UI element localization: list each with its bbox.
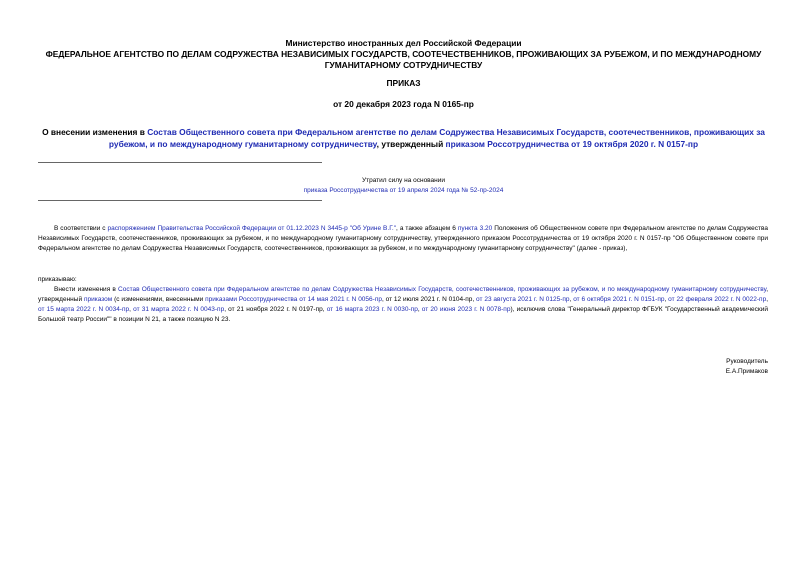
title-middle: , утвержденный [376,139,446,149]
op-text-4: , от 12 июля 2021 г. N 0104-пр, [381,296,477,304]
op-text-7: , [766,296,768,304]
link-order-0056[interactable]: приказами Россотрудничества от 14 мая 2021 г. N 0056-пр [205,296,382,304]
preamble-text-2: , а также абзацем 6 [396,225,458,232]
document-date-number: от 20 декабря 2023 года N 0165-пр [333,99,474,109]
ministry-name: Министерство иностранных дел Российской Федерации [285,38,522,48]
title-prefix: О внесении изменения в [42,127,148,137]
preamble-text-1: В соответствии с [54,225,108,232]
link-order-0030[interactable]: от 16 марта 2023 г. N 0030-пр [326,306,418,314]
link-clause-3-20[interactable]: пункта 3.20 [457,225,493,232]
link-order[interactable]: приказом [83,296,113,304]
link-government-order-3445[interactable]: распоряжением Правительства Российской Федерации от 01.12.2023 N 3445-р "Об Урине В.Г." [107,225,397,232]
op-text-6: , [664,296,669,304]
link-order-0078[interactable]: от 20 июня 2023 г. N 0078-пр [421,306,511,314]
link-order-0034[interactable]: от 15 марта 2022 г. N 0034-пр [38,306,130,314]
preamble-paragraph [38,224,768,254]
lost-force-note: Утратил силу на основании [361,177,446,184]
divider-top [38,162,322,163]
link-order-0022[interactable]: от 22 февраля 2022 г. N 0022-пр [668,296,767,304]
document-type: ПРИКАЗ [386,78,421,88]
op-text-3: (с изменениями, внесенными [112,296,206,304]
link-council-composition[interactable]: Состав Общественного совета при Федеральном агентстве по делам Содружества Независимых Государств, соотечественников, проживающих за рубежом, и по международному гуманитарному сотрудничеству [118,286,767,293]
title-link-order-0157[interactable]: приказом Россотрудничества от 19 октября 2020 г. N 0157-пр [445,139,699,149]
op-text-9: , от 21 ноября 2022 г. N 0197-пр, [224,306,327,314]
op-text-1: Внести изменения в [54,286,119,293]
document-title [40,126,767,150]
signature-name: Е.А.Примаков [725,368,768,375]
title-link-council-composition[interactable]: Состав Общественного совета при Федеральном агентстве по делам Содружества Независимых Государств, соотечественников, проживающих за рубежом, и по международному гуманитарному сотрудничеству [108,127,765,149]
link-order-0043[interactable]: от 31 марта 2022 г. N 0043-пр [133,306,225,314]
operative-paragraph [38,285,768,325]
op-text-5: , [569,296,574,304]
lost-force-basis-link[interactable]: приказа Россотрудничества от 19 апреля 2024 года № 52-пр-2024 [303,187,504,194]
op-text-8: , [129,306,134,314]
lost-force-basis [40,186,767,196]
agency-name: ФЕДЕРАЛЬНОЕ АГЕНТСТВО ПО ДЕЛАМ СОДРУЖЕСТВА НЕЗАВИСИМЫХ ГОСУДАРСТВ, СООТЕЧЕСТВЕННИКОВ, ПРОЖИВАЮЩИХ ЗА РУБЕЖОМ, И ПО МЕЖДУНАРОДНОМУ ГУМАНИТАРНОМУ СОТРУДНИЧЕСТВУ [45,49,762,70]
op-text-11: ), исключив слова "Генеральный директор ФГБУК "Государственный академический Большой театр России"" в позиции N 21, а также позицию N 23. [38,306,768,324]
op-text-2: , утвержденный [38,286,768,304]
order-word: приказываю: [38,276,77,283]
signature-position: Руководитель [726,358,768,365]
link-order-0125[interactable]: от 23 августа 2021 г. N 0125-пр [476,296,570,304]
preamble-text-3: Положения об Общественном совете при Федеральном агентстве по делам Содружества Независимых Государств, соотечественников, проживающих за рубежом, и по международному гуманитарному сотрудничеству, утвержденного приказом Россотрудничества от 19 октября 2020 г. N 0157-пр "Об Общественном совете при Федеральном агентстве по делам Содружества Независимых Государств, соотечественников, проживающих за рубежом, и по международному гуманитарному сотрудничеству" (далее - приказ), [38,225,769,253]
link-order-0151[interactable]: от 6 октября 2021 г. N 0151-пр [573,296,665,304]
divider-bottom [38,200,322,201]
op-text-10: , [417,306,422,314]
